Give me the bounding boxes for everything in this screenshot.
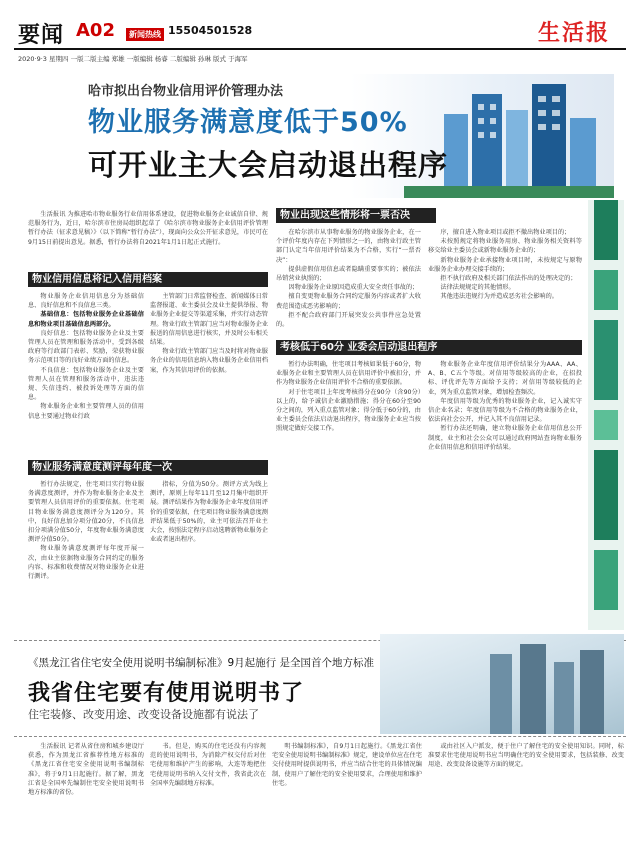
section-title: 要闻	[18, 23, 65, 48]
sidebar-decoration	[588, 200, 624, 630]
bottom-col2: 书。但是，购买的住宅还没有内容规范的使用说明书，为消除产权交付后对住宅使用和维护产生的影响，大连等地把住宅使用说明书纳入交付文件，我省此次在全国率先编制地方标准。	[150, 743, 266, 787]
section1-col1: 物业服务企业信用信息分为基础信息、良好信息和不良信息三类。 基础信息：包括物业服务企业基础信息和物业项目基础信息两部分。 良好信息：包括物业服务企业及主要管理人员在管理和服务活动中，受到各级政府等行政部门表彰、奖励，荣获物业服务示范项目等的良好业绩方面的信息。 不良信息：包括物业服务企业及主要管理人员在管理和服务活动中，违法违规、失信违约、被投诉处理等方面的信息。 物业服务企业和主要管理人员的信用信息主要通过物业行政	[28, 293, 144, 420]
hotline-label: 新闻热线	[126, 28, 164, 41]
hero-kicker: 哈市拟出台物业信用评价管理办法	[88, 84, 284, 99]
bottom-headline: 我省住宅要有使用说明书了	[28, 681, 305, 706]
section-heading-credit-records: 物业信用信息将记入信用档案	[28, 272, 268, 287]
bottom-subheadline: 住宅装修、改变用途、改变设备设施都有说法了	[28, 708, 259, 721]
page-number: A02	[76, 20, 115, 41]
hero-headline-line2: 可开业主大会启动退出程序	[88, 148, 449, 182]
hero-headline-line1: 物业服务满意度低于50%	[88, 107, 408, 138]
bottom-kicker: 《黑龙江省住宅安全使用说明书编制标准》9月起施行 是全国首个地方标准	[28, 657, 375, 669]
section2-col2: 序，擅自进入物业项目或拒不撤出物业项目的； 未按照规定将物业服务用房、物业服务相关资料等移交给业主委员会或新物业服务企业的； 新物业服务企业承接物业项目时，未按规定与原物业服务企业办理交接手续的； 拒不执行政府及相关部门依法作出的处理决定的； 法律法规规定的其他情形。 其他违法违规行为并造成恶劣社会影响的。	[428, 229, 582, 301]
bottom-col3: 明书编制标准》，自9月1日起施行。《黑龙江省住宅安全使用说明书编制标准》规定，建设单位应在住宅交付使用时提供说明书，并应当结合住宅的具体情况编制，使用户了解住宅的安全使用要求，合理使用和维护住宅。	[272, 743, 422, 787]
bottom-col4: 或由社区入户派发，便于住户了解住宅的安全使用知识。同时，标准要求住宅使用说明书应当明确住宅的安全使用要求，包括装修、改变用途、改变设备设施等方面的规定。	[428, 743, 624, 769]
section3-col2: 指标，分值为50分。测评方式为线上测评，原则上每年11月至12月集中组织开展。测评结果作为物业服务企业年度信用评价的重要依据，住宅项目物业服务满意度测评结果低于50%的，业主可依法召开业主大会，按照法定程序启动选聘新物业服务企业或者退出程序。	[150, 481, 268, 544]
bottom-separator-2	[14, 736, 626, 737]
section3-col1: 暂行办法规定，住宅项目实行物业服务满意度测评，并作为物业服务企业及主要管理人员信用评价的重要依据。住宅项目物业服务满意度测评分为120分。其中，良好信息加分项分值20分，不良信息扣分项满分值50分，年度物业服务满意度测评分值50分。 物业服务满意度测评每年度开展一次，由业主依据物业服务合同约定的服务内容、标准和收费情况对物业服务企业进行测评。	[28, 481, 144, 581]
issue-meta: 2020·9·3 星期四 一版二版主编 郑雄 一版编辑 杨睿 二版编辑 孙琳 版式 于海军	[18, 55, 248, 63]
section-heading-exit: 考核低于60分 业委会启动退出程序	[276, 340, 582, 355]
lead-paragraph: 生活报讯 为推进哈市物业服务行业信用体系建设，促进物业服务企业诚信自律、规范服务行为，近日，哈尔滨市住房局组织起草了《哈尔滨市物业服务企业信用评价管理暂行办法（征求意见稿）》（以下简称“暂行办法”），现面向公众公开征求意见，市民可在9月15日前提出意见。据悉，暂行办法将自2021年1月1日起正式施行。	[28, 211, 268, 246]
header-rule	[14, 48, 626, 50]
section4-col1: 暂行办法明确，住宅项目考核如果低于60分，物业服务企业和主要管理人员在信用评价中被扣分，并作为物业服务企业信用评价不合格的重要依据。 对于住宅项目上年度考核得分在90分（含90分）以上的，给予诚信企业激励措施；得分在60分至90分之间的，列入重点监管对象；得分低于60分的，由业主委员会依法启动退出程序，物业服务企业应当按照规定做好交接工作。	[276, 361, 421, 433]
section2-col1: 在哈尔滨市从事物业服务的物业服务企业，在一个评价年度内存在下列情形之一的，由物业行政主管部门认定当年信用评价结果为不合格，实行“一票否决”： 提供虚假信用信息或者隐瞒重要事实的；被依法吊销营业执照的； 因物业服务企业原因造成重大安全责任事故的； 擅自变更物业服务合同约定服务内容或者扩大收费范围造成恶劣影响的； 拒不配合政府部门开展突发公共事件应急处置的。	[276, 229, 421, 329]
section-heading-veto: 物业出现这些情形将一票否决	[276, 208, 436, 223]
section-heading-survey: 物业服务满意度测评每年度一次	[28, 460, 268, 475]
bottom-col1: 生活报讯 记者从省住房和城乡建设厅获悉，作为黑龙江省推荐性地方标准的《黑龙江省住宅安全使用说明书编制标准》，将于9月1日起施行。据了解，黑龙江省是全国率先编制住宅安全使用说明书地方标准的省份。	[28, 743, 144, 797]
section4-col2: 物业服务企业年度信用评价结果分为AAA、AA、A、B、C五个等级。对信用等级较高的企业，在招投标、评优评先等方面给予支持；对信用等级较低的企业，列为重点监管对象，增加检查频次。 年度信用等级为优秀的物业服务企业，记入诚实守信企业名录；年度信用等级为不合格的物业服务企业，依法向社会公开，并记入其不良信用记录。 暂行办法还明确，建立物业服务企业信用信息公开制度，业主和社会公众可以通过政府网站查询物业服务企业信用信息和信用评价结果。	[428, 361, 582, 451]
section1-col2: 主管部门日常监督检查、新闻媒体日常监督报道、业主委员会及业主提供举报、物业服务企业提交等渠道采集，并实行动态管理。物业行政主管部门应当对物业服务企业报送的信用信息进行核实，并及时公布相关结果。 物业行政主管部门应当及时将对物业服务企业的信用信息纳入物业服务企业信用档案，作为其信用评价的依据。	[150, 293, 268, 374]
newspaper-logo: 生活报	[537, 20, 610, 46]
hotline-number: 15504501528	[168, 24, 253, 37]
residential-towers-image	[380, 634, 624, 734]
